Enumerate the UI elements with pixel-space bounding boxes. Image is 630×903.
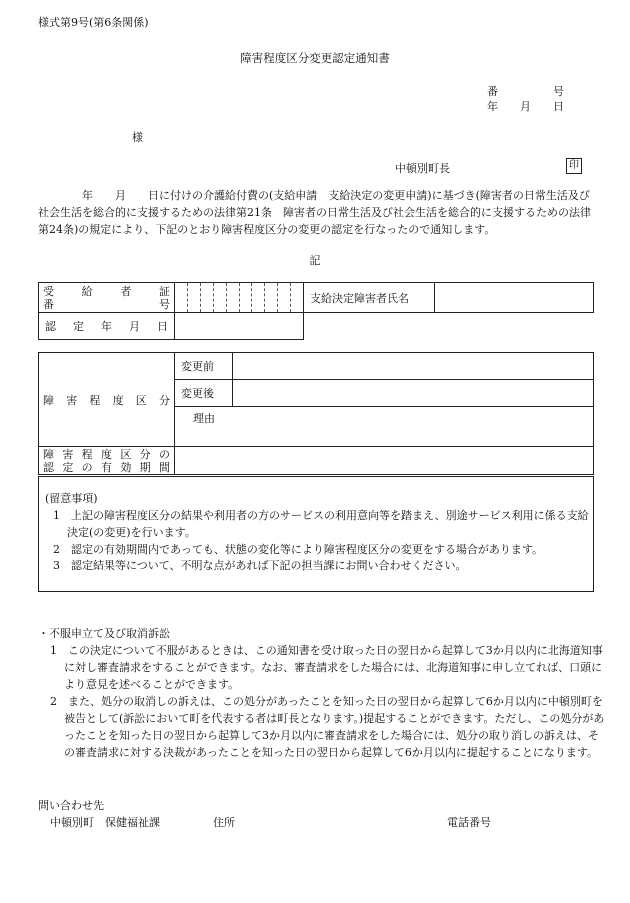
number-label: 番 号	[487, 85, 564, 98]
appeal-item-1: 1 この決定について不服があるときは、この通知書を受け取った日の翌日から起算して3か月以内に北海道知事に対し審査請求をすることができます。なお、審査請求をした場合には、北海道知事に申し立てれば、口頭により意見を述べることができます。	[50, 644, 603, 691]
after-field[interactable]	[233, 380, 594, 407]
notes-item-3: 3 認定結果等について、不明な点があれば下記の担当課にお問い合わせください。	[53, 559, 467, 572]
cert-date-label: 認 定 年 月 日	[39, 313, 175, 340]
issuer-name: 中頓別町長	[395, 162, 450, 175]
period-label: 障 害 程 度 区 分 の 認 定 の 有 効 期 間	[39, 447, 175, 475]
classification-table	[38, 352, 594, 475]
body-text: 年 月 日に付けの介護給付費の(支給申請 支給決定の変更申請)に基づき(障害者の日常生活及び社会生活を総合的に支援するための法律第21条 障害者の日常生活及び社会生活を総合的に支援するための法律第24条)の規定により、下記のとおり障害程度区分の変更の認定を行なったので通知します。	[38, 189, 591, 236]
ki-mark: 記	[309, 254, 321, 267]
reason-field[interactable]	[175, 407, 594, 447]
recipient-suffix: 様	[132, 131, 143, 144]
before-label: 変更前	[175, 353, 233, 380]
notes-item-1: 1 上記の障害程度区分の結果や利用者の方のサービスの利用意向等を踏まえ、別途サービス利用に係る支給決定(の変更)を行います。	[53, 509, 589, 539]
form-id: 様式第9号(第6条関係)	[38, 16, 149, 29]
recipient-number-label: 受 給 者 証 番 号	[39, 283, 175, 313]
contact-phone-label: 電話番号	[447, 816, 491, 829]
seal-mark: 印	[566, 158, 582, 174]
shikyu-name-field[interactable]	[435, 283, 594, 313]
appeal-heading: ・不服申立て及び取消訴訟	[38, 627, 170, 640]
recipient-number-field[interactable]	[175, 283, 304, 313]
date-label: 年 月 日	[487, 100, 564, 113]
contact-dept: 中頓別町 保健福祉課	[50, 816, 160, 829]
reason-label: 理由	[193, 412, 215, 425]
notes-item-2: 2 認定の有効期間内であっても、状態の変化等により障害程度区分の変更をする場合があります。	[53, 543, 544, 556]
after-label: 変更後	[175, 380, 233, 407]
contact-heading: 問い合わせ先	[38, 799, 104, 812]
document-title: 障害程度区分変更認定通知書	[240, 51, 390, 65]
period-field[interactable]	[175, 447, 594, 475]
recipient-table	[38, 282, 594, 340]
notes-heading: (留意事項)	[45, 492, 98, 505]
shikyu-name-label: 支給決定障害者氏名	[304, 283, 435, 313]
notes-box	[38, 476, 594, 592]
class-label: 障 害 程 度 区 分	[39, 353, 175, 447]
cert-date-field[interactable]	[175, 313, 304, 340]
before-field[interactable]	[233, 353, 594, 380]
appeal-item-2: 2 また、処分の取消しの訴えは、この処分があったことを知った日の翌日から起算して6か月以内に中頓別町を被告として(訴訟において町を代表する者は町長となります。)提起することができます。ただし、この処分があったことを知った日の翌日から起算して3か月以内に審査請求をした場合には、処分の取り消しの訴えは、その審査請求に対する決裁があったことを知った日の翌日から起算して6か月以内に提起することになります。	[50, 695, 605, 759]
contact-address-label: 住所	[213, 816, 235, 829]
